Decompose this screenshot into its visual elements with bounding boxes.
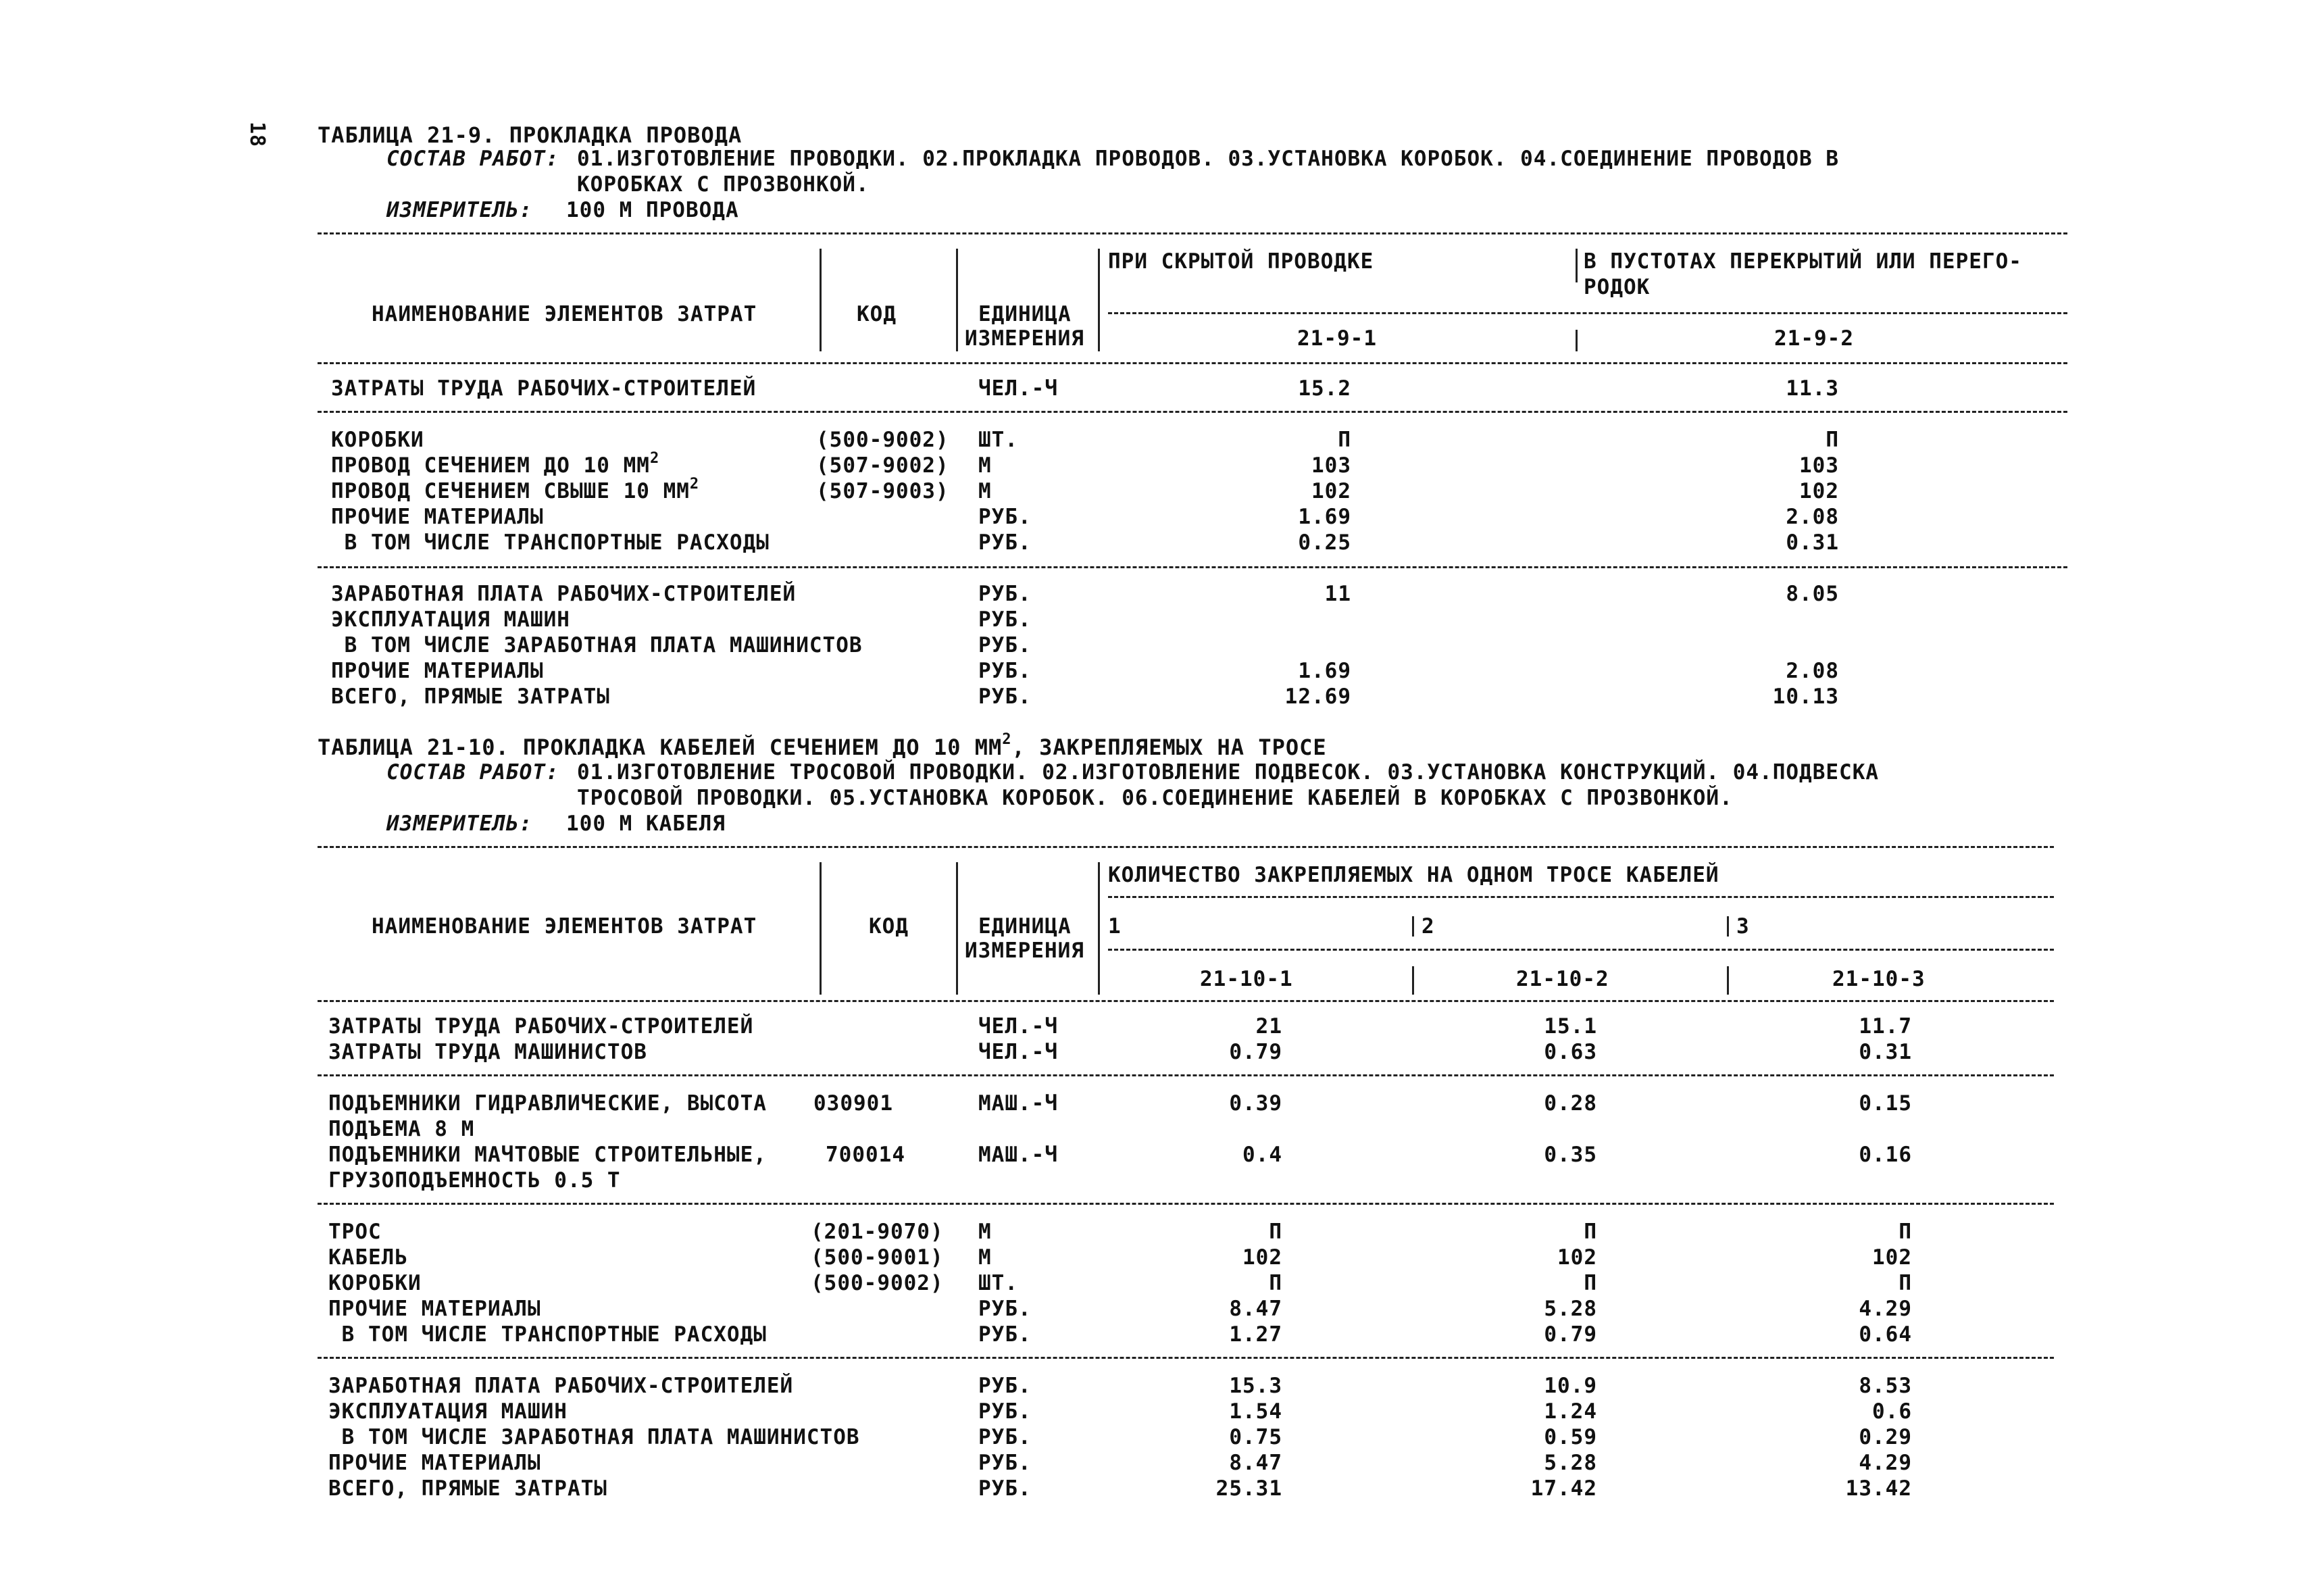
superscript-2: 2 — [649, 450, 660, 467]
table-row-value-2: 10.9 — [1544, 1374, 1597, 1398]
table-row-unit: РУБ. — [978, 607, 1032, 632]
table2-work-label: СОСТАВ РАБОТ: — [386, 760, 559, 784]
table-row-name: ЗАТРАТЫ ТРУДА РАБОЧИХ-СТРОИТЕЛЕЙ — [328, 1014, 754, 1039]
table-row-name-cont: ГРУЗОПОДЪЕМНОСТЬ 0.5 Т — [328, 1168, 621, 1193]
table-row-value-1: 0.39 — [1229, 1091, 1282, 1116]
table-row-name: ПОДЪЕМНИКИ МАЧТОВЫЕ СТРОИТЕЛЬНЫЕ, — [328, 1143, 767, 1167]
table-row-value-1: 8.47 — [1229, 1451, 1282, 1475]
table-row-name: ВСЕГО, ПРЯМЫЕ ЗАТРАТЫ — [331, 684, 610, 709]
table-row-value-1: 1.54 — [1229, 1399, 1282, 1424]
table-row-value-1: 0.75 — [1229, 1425, 1282, 1449]
table2-code2: 21-10-2 — [1516, 967, 1609, 991]
table-row-value-1: П — [1269, 1220, 1282, 1244]
table-row-name: ЗАТРАТЫ ТРУДА МАШИНИСТОВ — [328, 1040, 647, 1064]
table2-section-rule — [318, 1074, 2054, 1076]
table1-header-bottom-rule — [318, 362, 2067, 364]
table2-sub-rule — [1108, 949, 2054, 951]
table-row-name: В ТОМ ЧИСЛЕ ЗАРАБОТНАЯ ПЛАТА МАШИНИСТОВ — [328, 1425, 860, 1449]
table-row-unit: М — [978, 479, 992, 503]
table-row-value-3: 102 — [1872, 1245, 1912, 1270]
table-row-value-1: П — [1269, 1271, 1282, 1295]
table-row-value-3: 0.64 — [1859, 1322, 1912, 1347]
table-row-unit: РУБ. — [978, 1297, 1032, 1321]
table1-top-rule — [318, 232, 2067, 234]
table-row-name: КОРОБКИ — [331, 428, 424, 452]
table-row-value-2: 0.28 — [1544, 1091, 1597, 1116]
table1-header-divider — [956, 249, 958, 351]
table1-header-divider — [1576, 249, 1578, 282]
table1-col2-code: 21-9-2 — [1774, 326, 1854, 351]
table-row-name: КОРОБКИ — [328, 1271, 422, 1295]
table-row-code: (507-9003) — [816, 479, 949, 503]
table2-measure-label: ИЗМЕРИТЕЛЬ: — [386, 812, 533, 836]
table-row-name: В ТОМ ЧИСЛЕ ЗАРАБОТНАЯ ПЛАТА МАШИНИСТОВ — [331, 633, 863, 657]
table2-header-divider — [956, 862, 958, 995]
table2-code1: 21-10-1 — [1200, 967, 1293, 991]
table1-work-label: СОСТАВ РАБОТ: — [386, 147, 559, 171]
table-row-unit: МАШ.-Ч — [978, 1091, 1058, 1116]
table-row-name: КАБЕЛЬ — [328, 1245, 408, 1270]
table-row-value-3: 8.53 — [1859, 1374, 1912, 1398]
table-row-value-2: 0.31 — [1786, 530, 1839, 555]
table2-group-rule — [1108, 896, 2054, 898]
table-row-code: (500-9002) — [811, 1271, 944, 1295]
table-row-value-3: 13.42 — [1845, 1476, 1912, 1501]
table-row-code: (500-9001) — [811, 1245, 944, 1270]
table-row-unit: РУБ. — [978, 530, 1032, 555]
table1-header-divider — [1576, 330, 1578, 351]
table2-header-divider — [1412, 916, 1414, 937]
table-row-value-2: 0.35 — [1544, 1143, 1597, 1167]
table1-section-rule — [318, 566, 2067, 568]
table-row-unit: РУБ. — [978, 1399, 1032, 1424]
table1-title: ТАБЛИЦА 21-9. ПРОКЛАДКА ПРОВОДА — [318, 122, 743, 148]
table-row-value-1: 12.69 — [1284, 684, 1351, 709]
table-row-unit: РУБ. — [978, 1476, 1032, 1501]
table-row-value-3: 11.7 — [1859, 1014, 1912, 1039]
table-row-value-1: 1.69 — [1298, 659, 1351, 683]
table-row-value-3: 4.29 — [1859, 1451, 1912, 1475]
table-row-name: ТРОС — [328, 1220, 382, 1244]
table-row-unit: ШТ. — [978, 1271, 1018, 1295]
table-row-value-2: 8.05 — [1786, 582, 1839, 606]
table2-title: ТАБЛИЦА 21-10. ПРОКЛАДКА КАБЕЛЕЙ СЕЧЕНИЕМ ДО 10 $ММ^2$, ЗАКРЕПЛЯЕМЫХ НА ТРОСЕ — [318, 731, 1327, 760]
table-row-value-1: 103 — [1311, 453, 1351, 478]
table-row-value-3: П — [1898, 1271, 1912, 1295]
table-row-name: ПРОЧИЕ МАТЕРИАЛЫ — [328, 1297, 541, 1321]
table-row-value-1: 1.69 — [1298, 505, 1351, 529]
table-row-name: ПРОЧИЕ МАТЕРИАЛЫ — [331, 659, 544, 683]
table-row-value-2: 2.08 — [1786, 505, 1839, 529]
table-row-code: 030901 — [813, 1091, 893, 1116]
table-row-unit: РУБ. — [978, 1451, 1032, 1475]
table-row-value-1: 1.27 — [1229, 1322, 1282, 1347]
table-row-unit: РУБ. — [978, 1374, 1032, 1398]
table-row-name: ПРОВОД СЕЧЕНИЕМ ДО 10 $ММ^2$ — [331, 450, 660, 478]
table-row-unit: РУБ. — [978, 582, 1032, 606]
table2-section-rule — [318, 1357, 2054, 1359]
table-row-unit: МАШ.-Ч — [978, 1143, 1058, 1167]
table-row-name: В ТОМ ЧИСЛЕ ТРАНСПОРТНЫЕ РАСХОДЫ — [328, 1322, 767, 1347]
table-row-value-2: П — [1584, 1271, 1597, 1295]
table-row-value-2: 0.63 — [1544, 1040, 1597, 1064]
table-row-value-1: 8.47 — [1229, 1297, 1282, 1321]
table-row-code: (500-9002) — [816, 428, 949, 452]
table-row-name: ЭКСПЛУАТАЦИЯ МАШИН — [328, 1399, 568, 1424]
table1-header-divider — [820, 249, 822, 351]
table-row-unit: РУБ. — [978, 1322, 1032, 1347]
table-row-name-cont: ПОДЪЕМА 8 М — [328, 1117, 475, 1141]
table-row-code: (201-9070) — [811, 1220, 944, 1244]
superscript-2: 2 — [689, 476, 700, 493]
table-row-unit: М — [978, 453, 992, 478]
table-row-value-2: 10.13 — [1772, 684, 1839, 709]
table1-measure-label: ИЗМЕРИТЕЛЬ: — [386, 198, 533, 222]
table-row-name: ВСЕГО, ПРЯМЫЕ ЗАТРАТЫ — [328, 1476, 607, 1501]
table-row-name: ПРОЧИЕ МАТЕРИАЛЫ — [331, 505, 544, 529]
table-row-value-3: 0.16 — [1859, 1143, 1912, 1167]
table-row-value-3: 4.29 — [1859, 1297, 1912, 1321]
table-row-value-1: 21 — [1255, 1014, 1282, 1039]
table-row-unit: М — [978, 1245, 992, 1270]
table2-header-bottom-rule — [318, 1000, 2054, 1002]
table-row-unit: РУБ. — [978, 633, 1032, 657]
table1-col2-title-1: В ПУСТОТАХ ПЕРЕКРЫТИЙ ИЛИ ПЕРЕГО- — [1584, 249, 2022, 274]
table-row-unit: РУБ. — [978, 659, 1032, 683]
table-row-value-2: 103 — [1799, 453, 1839, 478]
table1-work-line1: 01.ИЗГОТОВЛЕНИЕ ПРОВОДКИ. 02.ПРОКЛАДКА ПРОВОДОВ. 03.УСТАНОВКА КОРОБОК. 04.СОЕДИНЕНИЕ ПРОВОДОВ В — [577, 147, 1840, 171]
table-row-value-2: 102 — [1799, 479, 1839, 503]
table-row-value-3: 0.6 — [1872, 1399, 1912, 1424]
table-row-name: ПОДЪЕМНИКИ ГИДРАВЛИЧЕСКИЕ, ВЫСОТА — [328, 1091, 767, 1116]
table1-col2-title-2: РОДОК — [1584, 275, 1651, 299]
table2-header-divider — [820, 862, 822, 995]
table1-measure-value: 100 М ПРОВОДА — [566, 198, 739, 222]
table-row-name: ЗАТРАТЫ ТРУДА РАБОЧИХ-СТРОИТЕЛЕЙ — [331, 376, 757, 401]
table-row-name: ЗАРАБОТНАЯ ПЛАТА РАБОЧИХ-СТРОИТЕЛЕЙ — [328, 1374, 794, 1398]
table-row-unit: РУБ. — [978, 505, 1032, 529]
table2-header-unit2: ИЗМЕРЕНИЯ — [965, 939, 1084, 963]
table2-sub2: 2 — [1422, 914, 1435, 939]
table1-section-rule — [318, 411, 2067, 413]
table-row-unit: ЧЕЛ.-Ч — [978, 1040, 1058, 1064]
table-row-name: В ТОМ ЧИСЛЕ ТРАНСПОРТНЫЕ РАСХОДЫ — [331, 530, 770, 555]
table-row-code: 700014 — [826, 1143, 905, 1167]
table-row-unit: М — [978, 1220, 992, 1244]
page-number: 18 — [245, 122, 269, 148]
table-row-value-2: 0.59 — [1544, 1425, 1597, 1449]
table2-header-name: НАИМЕНОВАНИЕ ЭЛЕМЕНТОВ ЗАТРАТ — [372, 914, 757, 939]
table-row-value-1: 15.3 — [1229, 1374, 1282, 1398]
table2-measure-value: 100 М КАБЕЛЯ — [566, 812, 726, 836]
table-row-value-1: 15.2 — [1298, 376, 1351, 401]
table2-header-divider — [1727, 916, 1729, 937]
table-row-unit: РУБ. — [978, 1425, 1032, 1449]
table-row-value-2: 0.79 — [1544, 1322, 1597, 1347]
table-row-value-3: 0.15 — [1859, 1091, 1912, 1116]
table-row-value-3: П — [1898, 1220, 1912, 1244]
table2-work-line2: ТРОСОВОЙ ПРОВОДКИ. 05.УСТАНОВКА КОРОБОК. 06.СОЕДИНЕНИЕ КАБЕЛЕЙ В КОРОБКАХ С ПРОЗВОНКОЙ. — [577, 786, 1733, 810]
table2-header-unit1: ЕДИНИЦА — [978, 914, 1072, 939]
table2-header-divider — [1727, 966, 1729, 995]
table-row-name: ЭКСПЛУАТАЦИЯ МАШИН — [331, 607, 570, 632]
table-row-value-2: 1.24 — [1544, 1399, 1597, 1424]
table-row-value-2: 17.42 — [1530, 1476, 1597, 1501]
table2-header-code: КОД — [869, 914, 909, 939]
table1-col1-code: 21-9-1 — [1297, 326, 1377, 351]
table-row-value-2: 5.28 — [1544, 1297, 1597, 1321]
table-row-unit: ЧЕЛ.-Ч — [978, 376, 1058, 401]
table1-header-unit1: ЕДИНИЦА — [978, 302, 1072, 326]
table1-col1-title: ПРИ СКРЫТОЙ ПРОВОДКЕ — [1108, 249, 1374, 274]
table2-header-divider — [1412, 966, 1414, 995]
table2-section-rule — [318, 1203, 2054, 1205]
table-row-unit: РУБ. — [978, 684, 1032, 709]
table-row-value-3: 0.31 — [1859, 1040, 1912, 1064]
table-row-value-1: 0.25 — [1298, 530, 1351, 555]
table-row-value-1: 102 — [1311, 479, 1351, 503]
table2-code3: 21-10-3 — [1832, 967, 1926, 991]
table-row-value-2: 11.3 — [1786, 376, 1839, 401]
table-row-name: ПРОЧИЕ МАТЕРИАЛЫ — [328, 1451, 541, 1475]
table-row-value-1: 11 — [1324, 582, 1351, 606]
table-row-value-2: 102 — [1557, 1245, 1597, 1270]
table-row-value-2: П — [1826, 428, 1839, 452]
table-row-unit: ЧЕЛ.-Ч — [978, 1014, 1058, 1039]
table1-header-subrule — [1108, 312, 2067, 314]
table-row-name: ПРОВОД СЕЧЕНИЕМ СВЫШЕ 10 $ММ^2$ — [331, 476, 700, 503]
table1-header-unit2: ИЗМЕРЕНИЯ — [965, 326, 1084, 351]
table1-work-line2: КОРОБКАХ С ПРОЗВОНКОЙ. — [577, 172, 870, 197]
table-row-value-2: П — [1584, 1220, 1597, 1244]
table-row-value-1: 25.31 — [1215, 1476, 1282, 1501]
table-row-name: ЗАРАБОТНАЯ ПЛАТА РАБОЧИХ-СТРОИТЕЛЕЙ — [331, 582, 797, 606]
table-row-value-2: 5.28 — [1544, 1451, 1597, 1475]
table2-header-divider — [1098, 862, 1100, 995]
table-row-value-1: 0.4 — [1242, 1143, 1282, 1167]
table-row-value-1: П — [1338, 428, 1351, 452]
table-row-code: (507-9002) — [816, 453, 949, 478]
table1-header-name: НАИМЕНОВАНИЕ ЭЛЕМЕНТОВ ЗАТРАТ — [372, 302, 757, 326]
table2-group-title: КОЛИЧЕСТВО ЗАКРЕПЛЯЕМЫХ НА ОДНОМ ТРОСЕ КАБЕЛЕЙ — [1108, 863, 1719, 887]
table2-sub3: 3 — [1736, 914, 1750, 939]
table-row-value-1: 0.79 — [1229, 1040, 1282, 1064]
table2-sub1: 1 — [1108, 914, 1122, 939]
table1-header-code: КОД — [857, 302, 897, 326]
table-row-value-2: 15.1 — [1544, 1014, 1597, 1039]
table-row-value-3: 0.29 — [1859, 1425, 1912, 1449]
table1-header-divider — [1098, 249, 1100, 351]
table-row-value-2: 2.08 — [1786, 659, 1839, 683]
table-row-unit: ШТ. — [978, 428, 1018, 452]
table-row-value-1: 102 — [1242, 1245, 1282, 1270]
table2-work-line1: 01.ИЗГОТОВЛЕНИЕ ТРОСОВОЙ ПРОВОДКИ. 02.ИЗГОТОВЛЕНИЕ ПОДВЕСОК. 03.УСТАНОВКА КОНСТРУКЦИЙ. 04.ПОДВЕСКА — [577, 760, 1880, 784]
table2-top-rule — [318, 846, 2054, 848]
